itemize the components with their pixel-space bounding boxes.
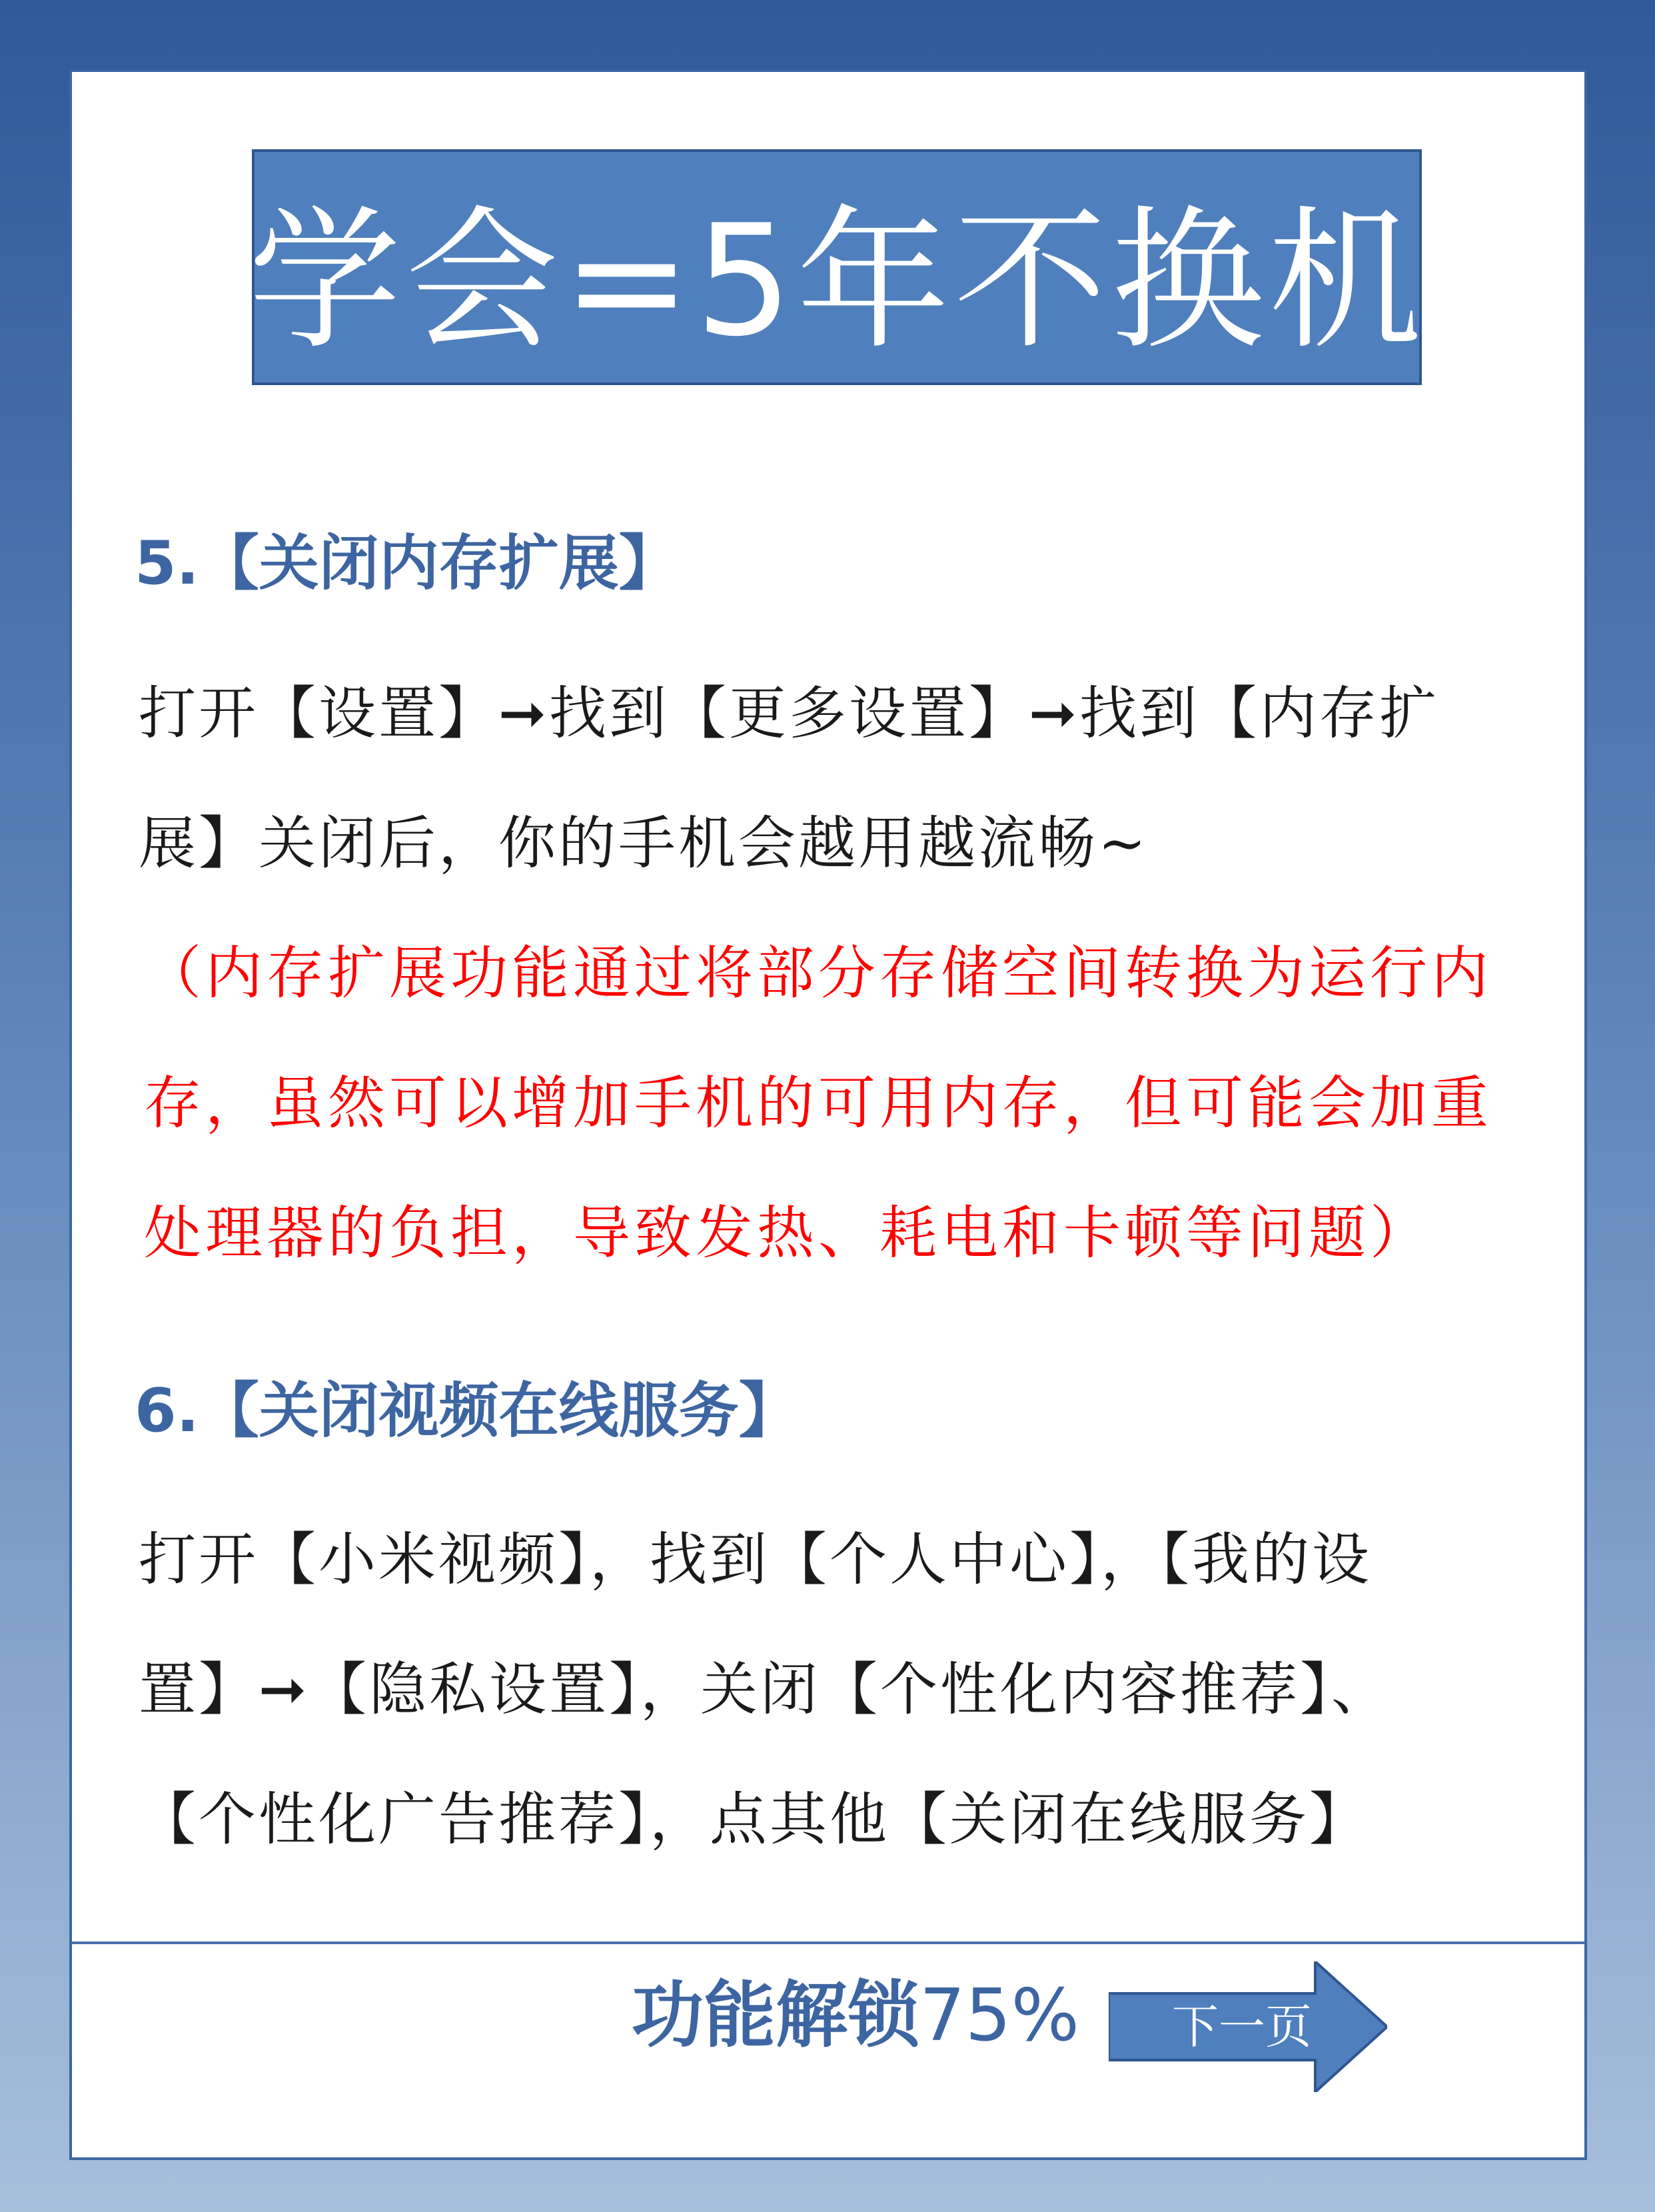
section-6-body-line-2: 置】➞【隐私设置】，关闭【个性化内容推荐】、 [139, 1656, 1392, 1723]
unlock-label: 功能解锁 [632, 1974, 920, 2057]
section-5-body-line-2: 展】关闭后，你的手机会越用越流畅~ [139, 810, 1149, 877]
section-6-body-line-3: 【个性化广告推荐】，点其他【关闭在线服务】 [139, 1786, 1369, 1853]
section-5-body-line-1: 打开【设置】➞找到【更多设置】➞找到【内存扩 [139, 680, 1440, 747]
section-6-body [139, 1495, 1544, 1885]
section-6-heading: 6.【关闭视频在线服务】 [135, 1376, 799, 1446]
footer-divider [72, 1941, 1584, 1944]
next-page-label: 下一页 [1172, 1999, 1312, 2054]
section-5-note [144, 909, 1550, 1299]
section-5-heading: 5.【关闭内存扩展】 [135, 528, 679, 598]
section-6-body-line-1: 打开【小米视频】，找到【个人中心】，【我的设 [139, 1526, 1372, 1593]
section-5-note-line-3: 处理器的负担，导致发热、耗电和卡顿等问题） [144, 1200, 1431, 1267]
unlock-percent: 75% [919, 1974, 1080, 2057]
section-5-note-line-1: （内存扩展功能通过将部分存储空间转换为运行内 [144, 940, 1492, 1007]
section-5-body [139, 649, 1544, 909]
content-card [69, 69, 1587, 2160]
page-title: 学会=5年不换机 [252, 149, 1422, 385]
section-5-note-line-2: 存，虽然可以增加手机的可用内存，但可能会加重 [144, 1070, 1492, 1137]
unlock-progress [632, 1957, 1079, 2061]
next-page-button[interactable] [1109, 1961, 1387, 2092]
